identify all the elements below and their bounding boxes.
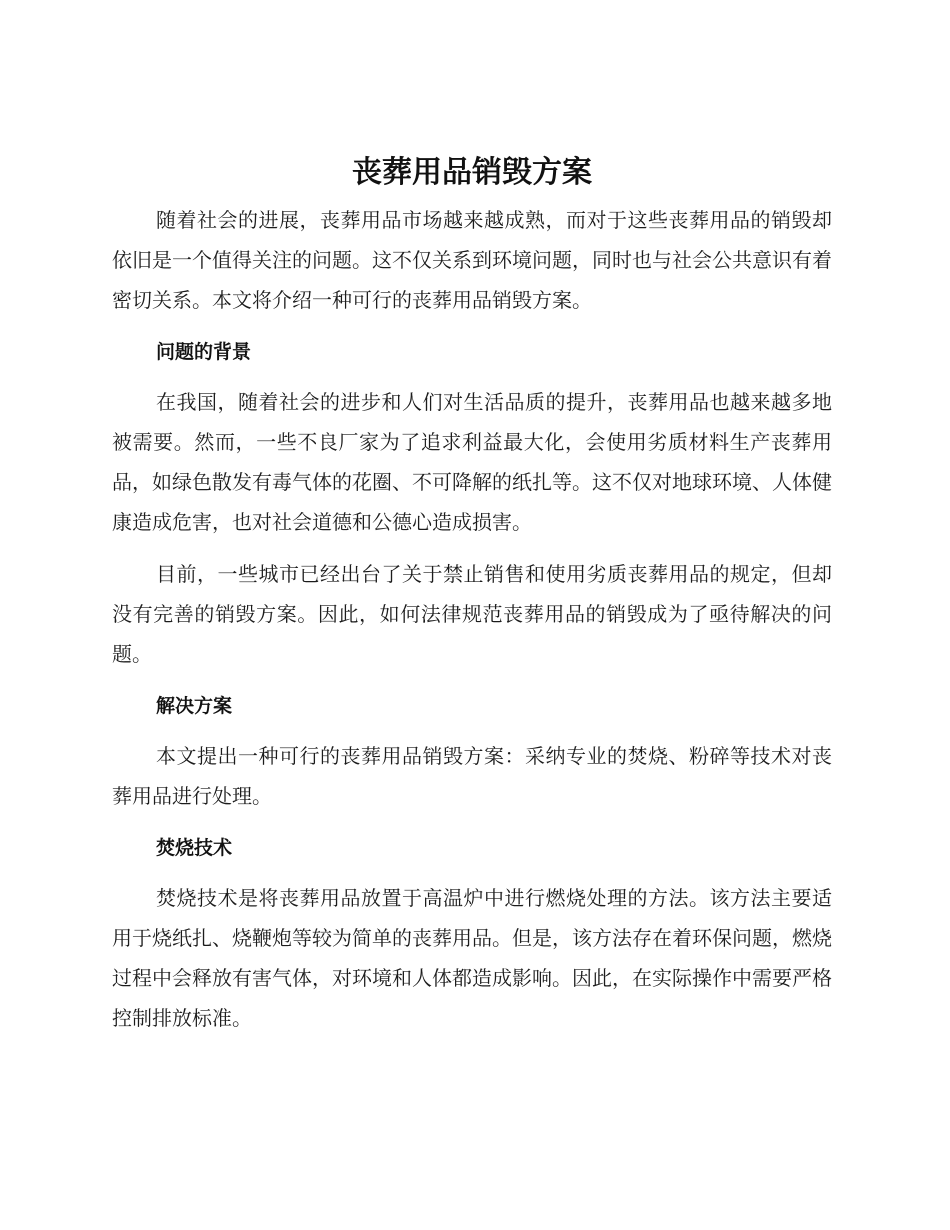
solution-paragraph-1: 本文提出一种可行的丧葬用品销毁方案：采纳专业的焚烧、粉碎等技术对丧葬用品进行处理。 <box>112 744 832 808</box>
intro-paragraph: 随着社会的进展，丧葬用品市场越来越成熟，而对于这些丧葬用品的销毁却依旧是一个值得关注的问题。这不仅关系到环境问题，同时也与社会公共意识有着密切关系。本文将介绍一种可行的丧葬用品销毁方案。 <box>112 208 832 312</box>
background-paragraph-1: 在我国，随着社会的进步和人们对生活品质的提升，丧葬用品也越来越多地被需要。然而，一些不良厂家为了追求利益最大化，会使用劣质材料生产丧葬用品，如绿色散发有毒气体的花圈、不可降解的纸扎等。这不仅对地球环境、人体健康造成危害，也对社会道德和公德心造成损害。 <box>112 390 832 534</box>
section-background <box>112 332 832 674</box>
section-incineration <box>112 828 832 1038</box>
background-paragraph-2: 目前，一些城市已经出台了关于禁止销售和使用劣质丧葬用品的规定，但却没有完善的销毁方案。因此，如何法律规范丧葬用品的销毁成为了亟待解决的问题。 <box>112 562 832 666</box>
section-heading-background: 问题的背景 <box>156 341 252 363</box>
incineration-paragraph-1: 焚烧技术是将丧葬用品放置于高温炉中进行燃烧处理的方法。该方法主要适用于烧纸扎、烧鞭炮等较为简单的丧葬用品。但是，该方法存在着环保问题，燃烧过程中会释放有害气体，对环境和人体都造成影响。因此，在实际操作中需要严格控制排放标准。 <box>112 886 832 1030</box>
section-solution <box>112 686 832 816</box>
section-heading-solution: 解决方案 <box>156 695 233 717</box>
section-heading-incineration: 焚烧技术 <box>156 837 233 859</box>
document-page <box>112 148 832 1050</box>
document-title: 丧葬用品销毁方案 <box>352 155 592 190</box>
